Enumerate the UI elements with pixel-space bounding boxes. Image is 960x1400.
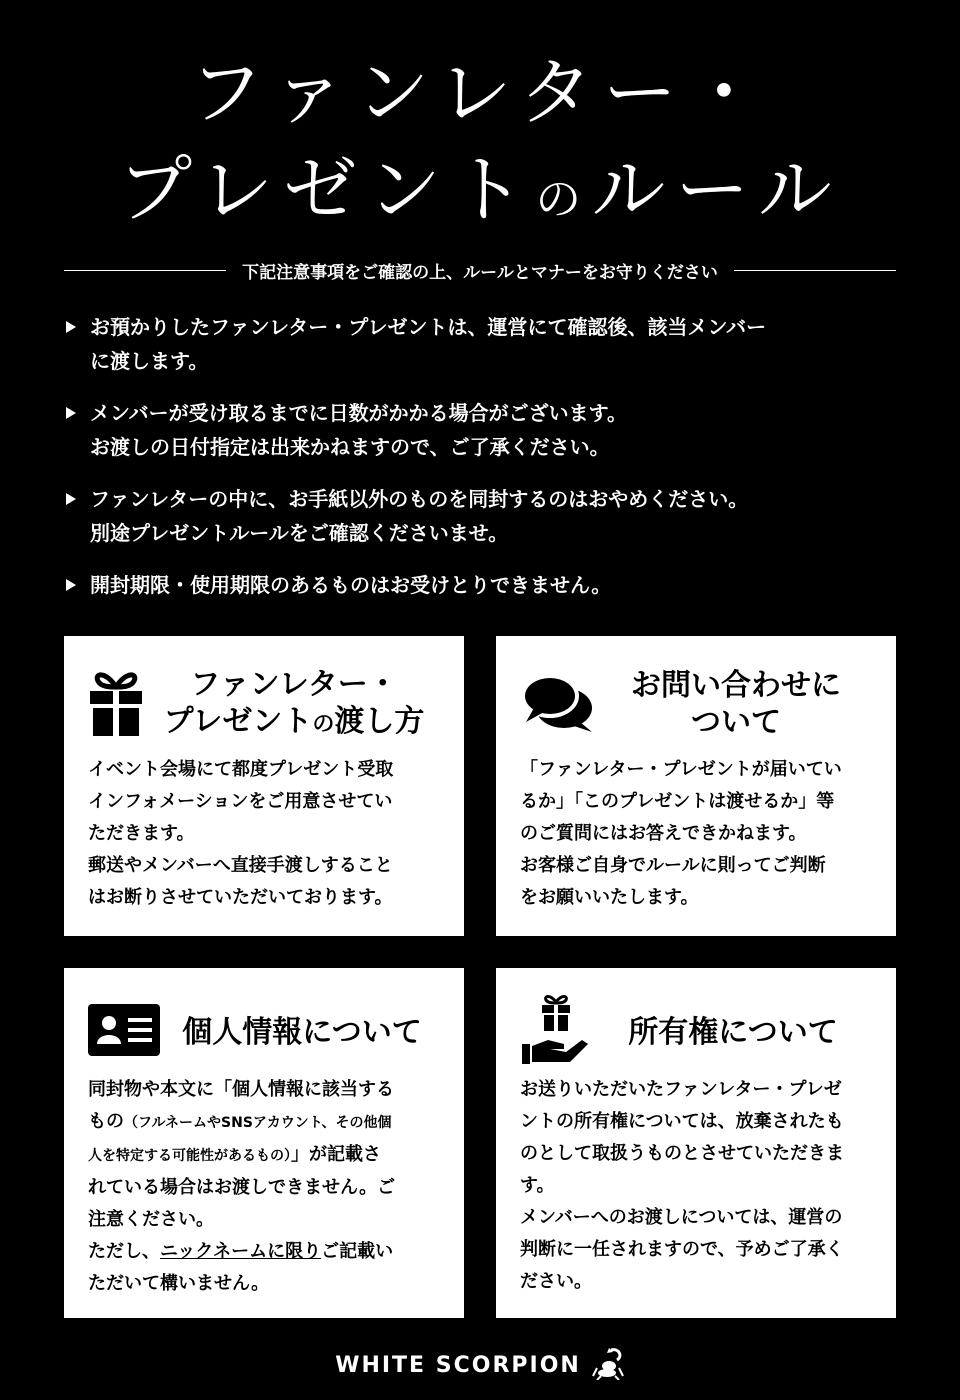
triangle-bullet-icon — [66, 493, 76, 505]
title-part: 渡し方 — [334, 703, 425, 739]
card-title-line: ついて — [691, 705, 781, 740]
page-title-line2 — [0, 145, 960, 244]
card-body — [88, 1074, 446, 1300]
page-title-line1: ファンレター・ — [189, 50, 771, 136]
body-line: はお断りさせていただいております。 — [88, 887, 393, 908]
card-header — [88, 664, 444, 744]
body-line — [88, 1236, 446, 1268]
body-line: す。 — [520, 1175, 555, 1196]
card-header — [520, 664, 876, 744]
rules-list — [64, 310, 904, 620]
rule-text: ファンレターの中に、お手紙以外のものを同封するのはおやめください。 — [90, 487, 749, 511]
card-body — [88, 754, 446, 914]
id-card-icon — [88, 1004, 160, 1060]
card-body — [520, 754, 878, 914]
rule-item — [64, 396, 904, 464]
body-line: のご質問にはお答えできかねます。 — [520, 823, 807, 844]
body-line: メンバーへのお渡しについては、運営の — [520, 1207, 843, 1228]
body-line: 「ファンレター・プレゼントが届いてい — [520, 759, 842, 780]
body-line: れている場合はお渡しできません。ご — [88, 1177, 396, 1198]
privacy-card — [64, 968, 464, 1318]
rule-text: お預かりしたファンレター・プレゼントは、運営にて確認後、該当メンバー — [90, 315, 767, 339]
card-title — [596, 667, 876, 741]
ownership-card — [496, 968, 896, 1318]
rule-text: お渡しの日付指定は出来かねますので、ご了承ください。 — [90, 435, 610, 459]
brand-logo-text: WHITE SCORPION — [335, 1352, 581, 1378]
title-word-present: プレゼント — [118, 147, 536, 233]
body-line — [88, 1106, 446, 1139]
text-part: ただし、 — [88, 1241, 160, 1262]
title-particle: の — [535, 172, 592, 226]
card-title: 個人情報について — [182, 1014, 422, 1050]
subtitle: 下記注意事項をご確認の上、ルールとマナーをお守りください — [242, 262, 718, 283]
rule-text: 別途プレゼントルールをご確認くださいませ。 — [90, 521, 509, 545]
card-title: 所有権について — [628, 1014, 838, 1050]
scorpion-icon — [591, 1346, 625, 1384]
body-line: お送りいただいたファンレター・プレゼ — [520, 1079, 842, 1100]
title-part: の — [312, 711, 335, 737]
delivery-card — [64, 636, 464, 936]
body-line: インフォメーションをご用意させてい — [88, 791, 393, 812]
speech-bubbles-icon — [520, 670, 596, 738]
body-line: 注意ください。 — [88, 1209, 214, 1230]
card-title — [144, 666, 444, 743]
title-word-rule: ルール — [591, 147, 842, 233]
body-line: お客様ご自身でルールに則ってご判断 — [520, 855, 826, 876]
triangle-bullet-icon — [66, 407, 76, 419]
text-part: もの — [88, 1111, 124, 1132]
inquiry-card — [496, 636, 896, 936]
body-line: 判断に一任されますので、予めご了承く — [520, 1239, 844, 1260]
body-line: イベント会場にて都度プレゼント受取 — [88, 759, 394, 780]
title-part: プレゼント — [163, 703, 313, 739]
card-title-line: お問い合わせに — [631, 668, 841, 703]
body-line: るか」「このプレゼントは渡せるか」等 — [520, 791, 835, 812]
card-header — [520, 996, 876, 1068]
body-line: 郵送やメンバーへ直接手渡しすること — [88, 855, 393, 876]
body-line: ントの所有権については、放棄されたも — [520, 1111, 844, 1132]
body-line: ただきます。 — [88, 823, 195, 844]
text-part: （フルネームやSNSアカウント、その他個 — [124, 1115, 392, 1131]
underlined-text: ニックネームに限り — [160, 1241, 322, 1262]
body-line: のとして取扱うものとさせていただきま — [520, 1143, 844, 1164]
rule-item — [64, 310, 904, 378]
footer — [0, 1346, 960, 1384]
triangle-bullet-icon — [66, 579, 76, 591]
rule-text: に渡します。 — [90, 349, 209, 373]
rule-item — [64, 482, 904, 550]
hand-gift-icon — [520, 994, 590, 1070]
card-title-line — [144, 703, 444, 743]
body-line: ただいて構いません。 — [88, 1273, 270, 1294]
rule-text: 開封期限・使用期限のあるものはお受けとりできません。 — [90, 573, 612, 597]
subtitle-row — [64, 256, 896, 284]
body-line — [88, 1139, 446, 1172]
text-part: ご記載い — [321, 1241, 394, 1262]
text-part: 人を特定する可能性があるもの） — [88, 1148, 291, 1164]
body-line: ださい。 — [520, 1271, 592, 1292]
divider-left — [64, 270, 226, 271]
body-line: 同封物や本文に「個人情報に該当する — [88, 1079, 394, 1100]
card-body — [520, 1074, 878, 1298]
body-line: をお願いいたします。 — [520, 887, 699, 908]
rule-text: メンバーが受け取るまでに日数がかかる場合がございます。 — [90, 401, 627, 425]
divider-right — [734, 270, 896, 271]
triangle-bullet-icon — [66, 321, 76, 333]
rule-item — [64, 568, 904, 602]
card-title-line: ファンレター・ — [190, 666, 398, 702]
card-header — [88, 1006, 444, 1058]
text-part: 」が記載さ — [291, 1144, 381, 1165]
gift-icon — [88, 667, 144, 741]
